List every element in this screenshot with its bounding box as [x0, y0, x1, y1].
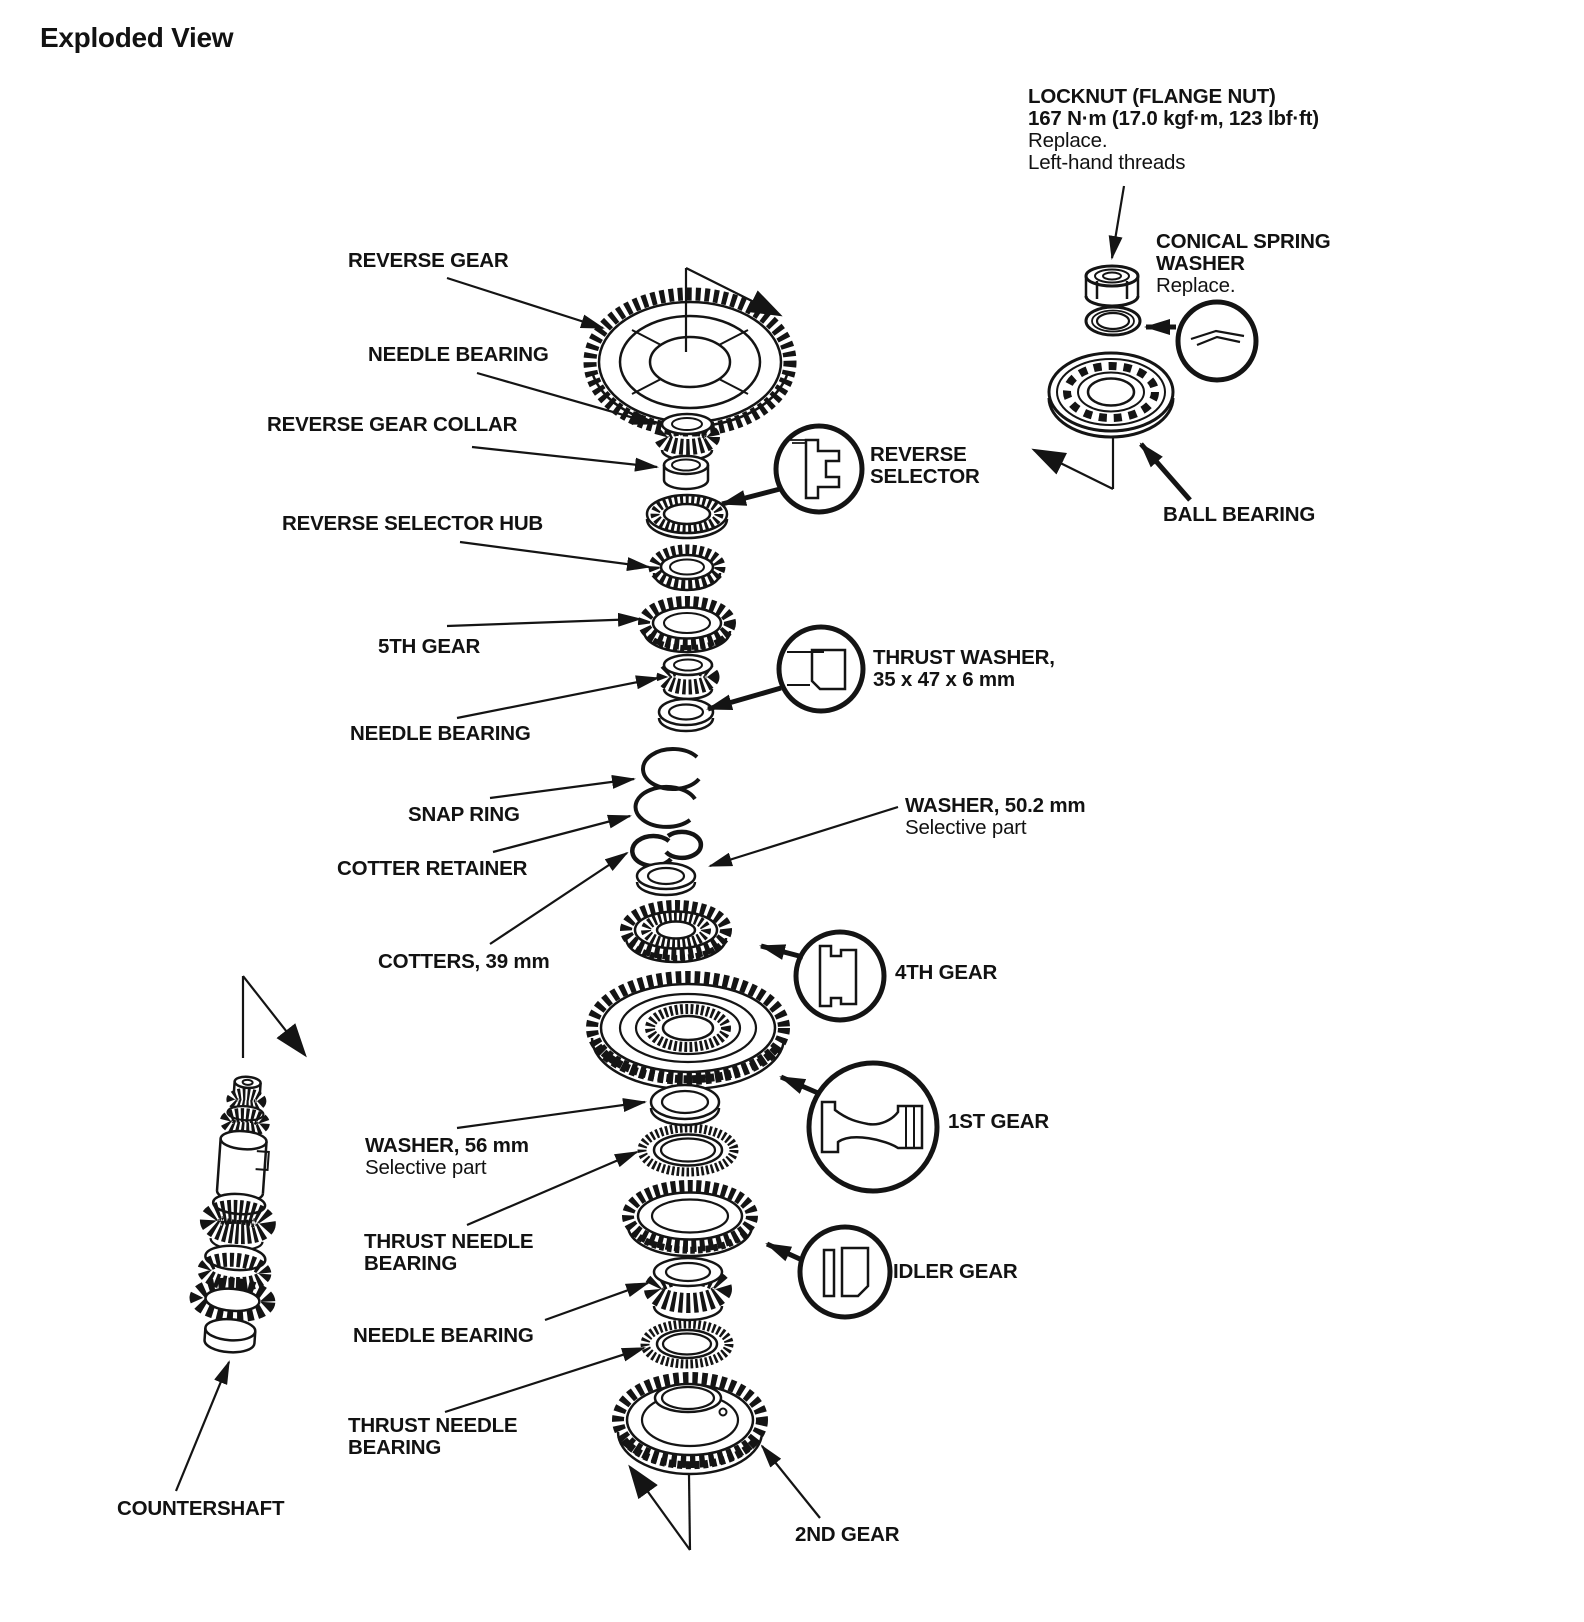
- thrust-needle-bearing-lower-drawing: [645, 1324, 729, 1364]
- needle-bearing-lower-drawing: [654, 1258, 722, 1320]
- idler-gear-drawing: [628, 1186, 752, 1256]
- label-locknut: LOCKNUT (FLANGE NUT) 167 N·m (17.0 kgf·m, 123 lbf·ft) Replace. Left-hand threads: [1028, 85, 1319, 174]
- label-snap-ring: SNAP RING: [408, 803, 520, 826]
- conical-washer-inset: [1178, 302, 1256, 380]
- label-needle-bearing-top: NEEDLE BEARING: [368, 343, 549, 366]
- label-washer-56: WASHER, 56 mm Selective part: [365, 1134, 529, 1179]
- reverse-gear-drawing: [590, 294, 790, 430]
- label-thrust-needle-bearing-lower: THRUST NEEDLE BEARING: [348, 1414, 518, 1459]
- fourth-gear-drawing: [626, 906, 726, 962]
- cotter-retainer-drawing: [636, 787, 695, 827]
- label-washer-502: WASHER, 50.2 mm Selective part: [905, 794, 1086, 839]
- washer-56-drawing: [651, 1085, 719, 1125]
- thrust-needle-bearing-upper-drawing: [642, 1128, 734, 1172]
- conical-spring-washer-drawing: [1086, 307, 1140, 335]
- label-needle-bearing-mid: NEEDLE BEARING: [350, 722, 531, 745]
- locknut-drawing: [1086, 266, 1138, 306]
- fourth-gear-inset: [796, 932, 884, 1020]
- needle-bearing-mid-drawing: [664, 655, 712, 699]
- label-fourth-gear: 4TH GEAR: [895, 961, 998, 984]
- label-first-gear: 1ST GEAR: [948, 1110, 1049, 1133]
- reverse-selector-inset: [776, 426, 862, 512]
- label-idler-gear: IDLER GEAR: [893, 1260, 1018, 1283]
- label-fifth-gear: 5TH GEAR: [378, 635, 481, 658]
- label-second-gear: 2ND GEAR: [795, 1523, 900, 1546]
- label-thrust-washer: THRUST WASHER, 35 x 47 x 6 mm: [873, 646, 1055, 691]
- first-gear-inset: [809, 1063, 937, 1191]
- label-reverse-gear-collar: REVERSE GEAR COLLAR: [267, 413, 518, 436]
- second-gear-drawing: [618, 1378, 762, 1474]
- label-thrust-needle-bearing-upper: THRUST NEEDLE BEARING: [364, 1230, 534, 1275]
- label-conical-spring-washer: CONICAL SPRING WASHER Replace.: [1156, 230, 1331, 297]
- washer-50-drawing: [637, 863, 695, 895]
- page-title: Exploded View: [40, 22, 234, 53]
- ball-bearing-drawing: [1049, 353, 1173, 437]
- label-reverse-selector: REVERSE SELECTOR: [870, 443, 980, 488]
- label-cotter-retainer: COTTER RETAINER: [337, 857, 528, 880]
- label-countershaft: COUNTERSHAFT: [117, 1497, 285, 1520]
- label-ball-bearing: BALL BEARING: [1163, 503, 1316, 526]
- label-reverse-selector-hub: REVERSE SELECTOR HUB: [282, 512, 544, 535]
- first-gear-drawing: [592, 977, 784, 1089]
- thrust-washer-inset: [779, 627, 863, 711]
- fifth-gear-drawing: [644, 602, 730, 652]
- snap-ring-drawing: [643, 749, 699, 789]
- cotters-drawing: [632, 832, 701, 866]
- reverse-selector-ring-drawing: [647, 495, 727, 538]
- countershaft-drawing: [193, 1074, 284, 1354]
- needle-bearing-top-drawing: [662, 414, 712, 460]
- label-reverse-gear: REVERSE GEAR: [348, 249, 509, 272]
- reverse-gear-collar-drawing: [664, 456, 708, 489]
- thrust-washer-drawing: [659, 699, 713, 731]
- label-cotters: COTTERS, 39 mm: [378, 950, 550, 973]
- label-needle-bearing-lower: NEEDLE BEARING: [353, 1324, 534, 1347]
- idler-gear-inset: [800, 1227, 890, 1317]
- reverse-selector-hub-drawing: [654, 550, 720, 590]
